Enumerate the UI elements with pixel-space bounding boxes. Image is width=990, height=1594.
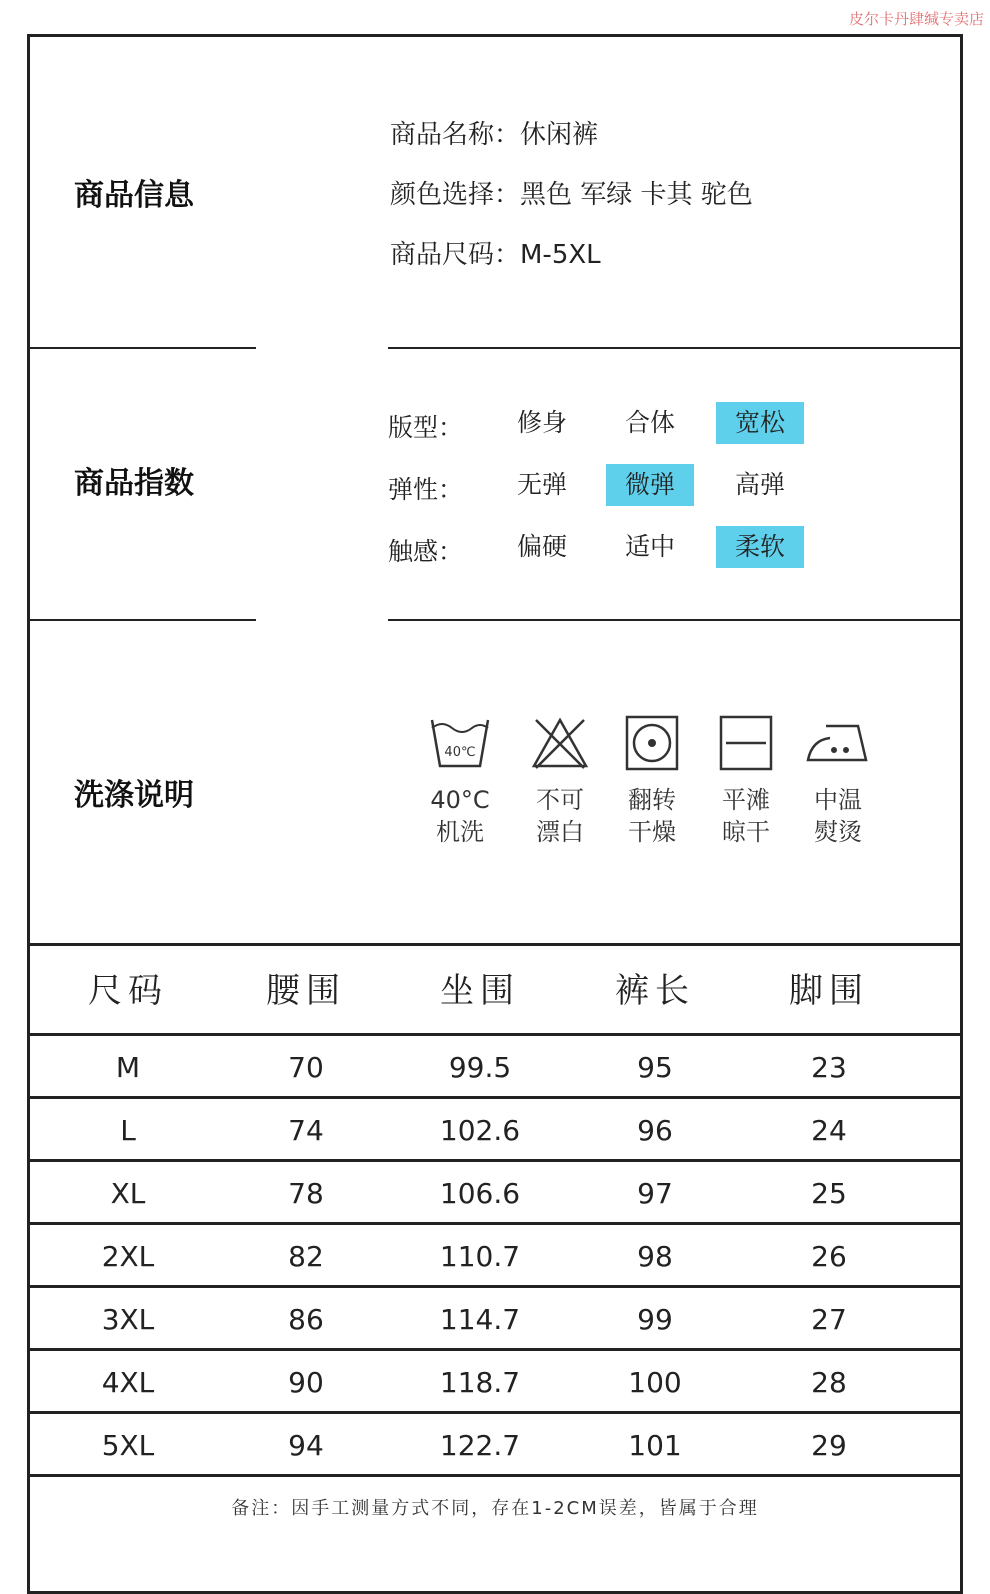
table-cell: 24 — [811, 1114, 847, 1147]
table-row — [30, 1414, 960, 1474]
table-cell: 90 — [288, 1366, 324, 1399]
index-option-selected: 宽松 — [716, 402, 804, 444]
table-cell: 106.6 — [439, 1177, 521, 1210]
index-label: 弹性： — [388, 475, 464, 504]
table-cell: 99.5 — [448, 1051, 512, 1084]
table-cell: 3XL — [101, 1303, 155, 1336]
wash-40-icon — [428, 714, 492, 772]
table-cell: 100 — [628, 1366, 682, 1399]
wash-item-tumble-dry — [612, 714, 692, 848]
iron-medium-icon — [802, 714, 874, 772]
table-cell: 2XL — [101, 1240, 155, 1273]
tumble-dry-icon — [620, 714, 684, 772]
table-header-cell: 坐围 — [440, 971, 520, 1011]
table-cell: 29 — [811, 1429, 847, 1462]
table-cell: 4XL — [101, 1366, 155, 1399]
table-cell: 86 — [288, 1303, 324, 1336]
table-cell: 98 — [637, 1240, 673, 1273]
divider-index-left — [30, 619, 256, 621]
footnote: 备注：因手工测量方式不同，存在1-2CM误差，皆属于合理 — [231, 1498, 759, 1519]
dry-flat-icon — [714, 714, 778, 772]
table-cell: M — [115, 1051, 141, 1084]
index-option: 适中 — [624, 532, 675, 561]
divider-info-right — [388, 347, 960, 349]
table-row — [30, 1351, 960, 1411]
table-cell: 78 — [288, 1177, 324, 1210]
table-row — [30, 1099, 960, 1159]
table-cell: 97 — [637, 1177, 673, 1210]
divider-info-left — [30, 347, 256, 349]
index-option: 合体 — [624, 408, 675, 437]
product-info-title: 商品信息 — [74, 178, 194, 213]
wash-40-icon-text: 40℃ — [444, 745, 476, 760]
table-cell: 25 — [811, 1177, 847, 1210]
table-cell: 118.7 — [439, 1366, 521, 1399]
table-header-cell: 裤长 — [615, 971, 695, 1011]
wash-item-label-2: 机洗 — [436, 818, 484, 846]
wash-item-label-2: 熨烫 — [814, 818, 862, 846]
wash-item-dry-flat — [706, 714, 786, 848]
divider-index-right — [388, 619, 960, 621]
table-cell: L — [120, 1114, 136, 1147]
index-option: 偏硬 — [516, 532, 567, 561]
color-options-line: 颜色选择：黑色 军绿 卡其 驼色 — [390, 180, 753, 210]
table-cell: 99 — [637, 1303, 673, 1336]
watermark: 皮尔卡丹肆缄专卖店 — [848, 10, 984, 28]
product-name-line: 商品名称：休闲裤 — [390, 120, 599, 150]
index-option: 高弹 — [734, 470, 785, 499]
wash-item-label-1: 不可 — [536, 786, 584, 814]
table-cell: 26 — [811, 1240, 847, 1273]
size-table — [30, 945, 960, 1477]
wash-item-label-1: 平滩 — [722, 786, 770, 814]
table-header-cell: 尺码 — [88, 971, 168, 1011]
table-cell: 101 — [628, 1429, 682, 1462]
wash-item-label-2: 晾干 — [722, 818, 770, 846]
wash-item-iron-medium — [798, 714, 878, 848]
table-row — [30, 1036, 960, 1096]
table-cell: XL — [110, 1177, 146, 1210]
wash-item-label-2: 漂白 — [536, 818, 584, 846]
table-cell: 74 — [288, 1114, 324, 1147]
table-row — [30, 1225, 960, 1285]
table-cell: 94 — [288, 1429, 324, 1462]
index-option: 无弹 — [516, 470, 567, 499]
table-cell: 95 — [637, 1051, 673, 1084]
index-option-selected: 柔软 — [716, 526, 804, 568]
wash-item-no-bleach — [520, 714, 600, 848]
index-label: 版型： — [388, 413, 464, 442]
table-cell: 114.7 — [439, 1303, 521, 1336]
no-bleach-icon — [528, 714, 592, 772]
table-header-cell: 脚围 — [789, 971, 869, 1011]
table-cell: 96 — [637, 1114, 673, 1147]
table-cell: 27 — [811, 1303, 847, 1336]
table-cell: 23 — [811, 1051, 847, 1084]
table-cell: 110.7 — [439, 1240, 521, 1273]
table-cell: 82 — [288, 1240, 324, 1273]
wash-item-label-1: 中温 — [814, 786, 862, 814]
table-header-row — [30, 945, 960, 1033]
table-row — [30, 1162, 960, 1222]
wash-title: 洗涤说明 — [74, 778, 194, 813]
table-cell: 5XL — [101, 1429, 155, 1462]
wash-item-machine-40 — [420, 714, 500, 848]
index-option: 修身 — [516, 408, 567, 437]
table-cell: 122.7 — [439, 1429, 521, 1462]
table-row-divider — [30, 1474, 960, 1477]
wash-item-label-1: 翻转 — [628, 786, 676, 814]
index-option-selected: 微弹 — [606, 464, 694, 506]
product-index-title: 商品指数 — [74, 466, 194, 501]
table-header-cell: 腰围 — [266, 971, 346, 1011]
size-range-line: 商品尺码：M-5XL — [390, 240, 601, 270]
index-label: 触感： — [388, 537, 464, 566]
table-cell: 70 — [288, 1051, 324, 1084]
table-cell: 102.6 — [439, 1114, 521, 1147]
table-row — [30, 1288, 960, 1348]
wash-item-label-2: 干燥 — [628, 818, 676, 846]
table-cell: 28 — [811, 1366, 847, 1399]
wash-item-label-1: 40°C — [430, 786, 490, 814]
